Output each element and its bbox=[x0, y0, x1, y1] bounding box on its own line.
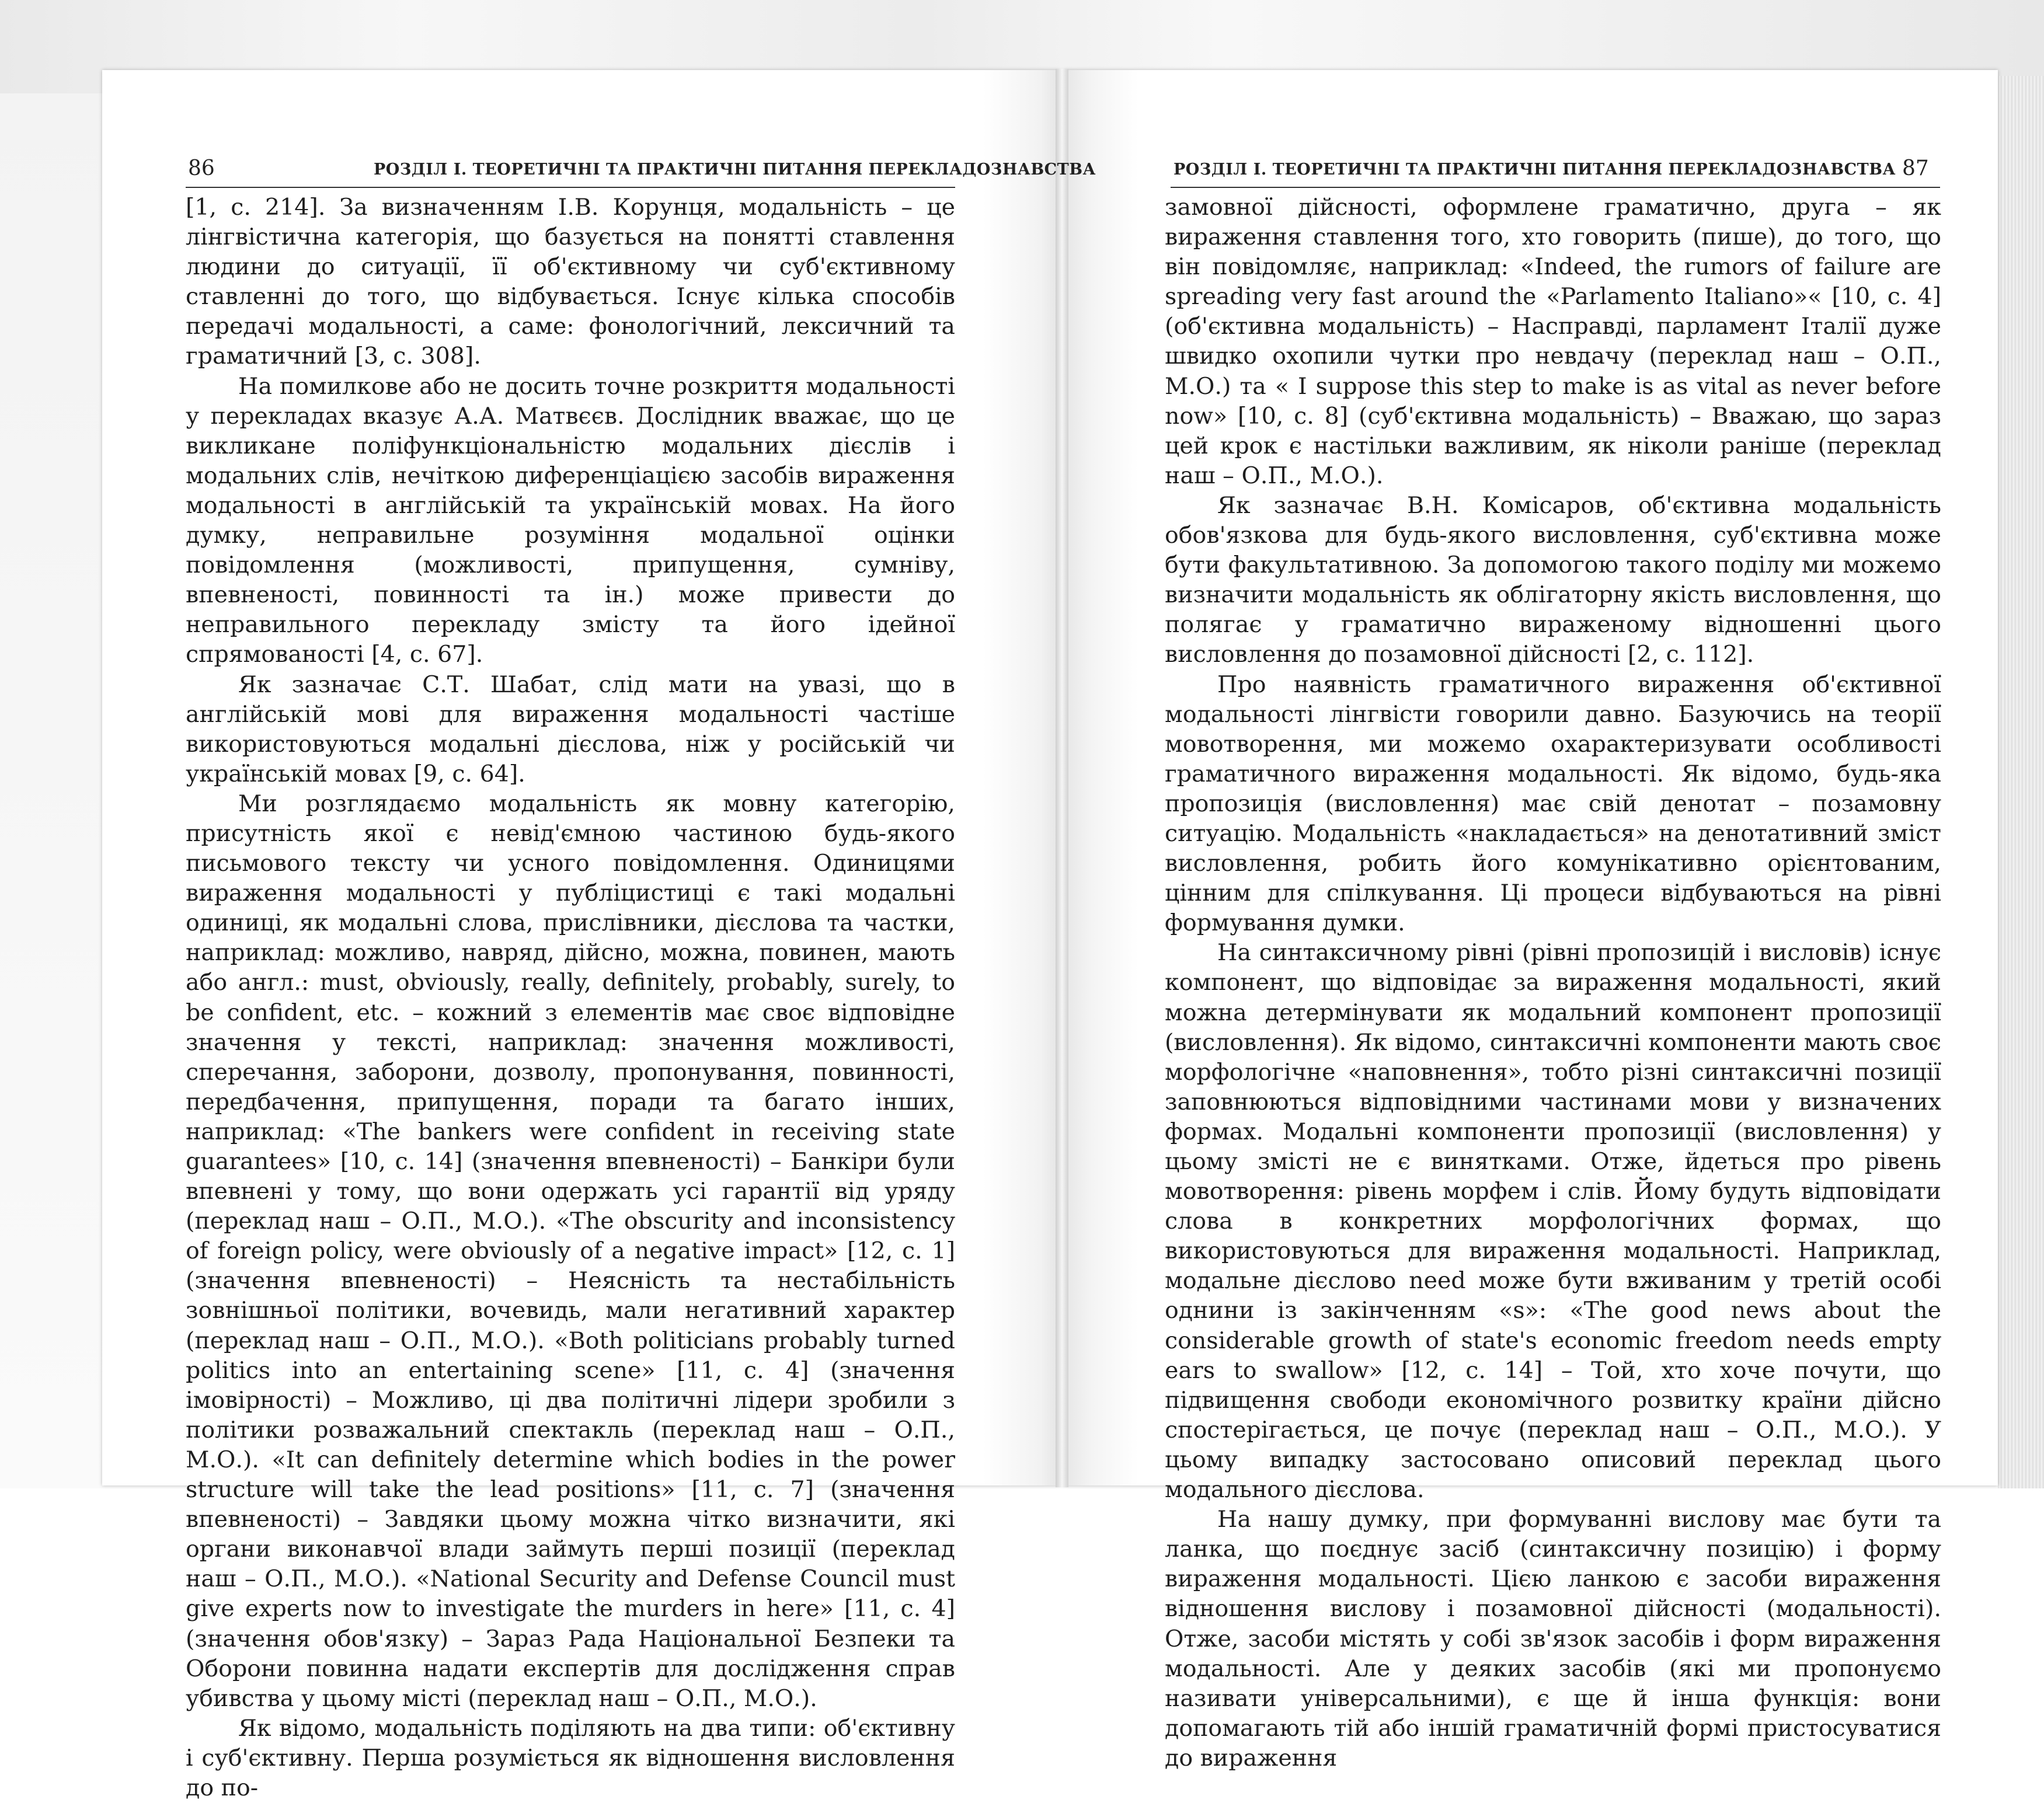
right-paragraph-4: На синтаксичному рівні (рівні пропозицій і висловів) існує компонент, що відповідає за вираження модальності, який можна детермінувати як модальний компонент пропозиції (висловлення). Як відомо, синтаксичні компоненти мають своє морфологічне «наповнення», тобто різні синтаксичні позиції заповнюються відповідними частинами мови у визначених формах. Модальні компоненти пропозиції (висловлення) у цьому змісті не є винятками. Отже, йдеться про рівень мовотворення: рівень морфем і слів. Йому будуть відповідати слова в конкретних морфологічних формах, що використовуються для вираження модальності. Наприклад, модальне дієслово need може бути вживаним у третій особі однини із закінченням «s»: «The good news about the considerable growth of state's economic freedom needs empty ears to swallow» [12, с. 14] – Той, хто хоче почути, що підвищення свободи економічного розвитку країни дійсно спостерігається, це почує (переклад наш – О.П., М.О.). У цьому випадку застосовано описовий переклад цього модального дієслова. bbox=[1165, 939, 1941, 1504]
right-paragraph-5: На нашу думку, при формуванні вислову має бути та ланка, що поєднує засіб (синтаксичну позицію) і форму вираження модальності. Цією ланкою є засоби вираження відношення вислову і позамовної дійсності (модальності). Отже, засоби містять у собі зв'язок засобів і форм вираження модальності. Але у деяких засобів (які ми пропонуємо називати універсальними), є ще й інша функція: вони допомагають тій або іншій граматичній формі пристосуватися до вираження bbox=[1165, 1506, 1941, 1771]
left-paragraph-2: На помилкове або не досить точне розкриття модальності у перекладах вказує А.А. Матвєєв. Дослідник вважає, що це викликане поліфункціональністю модальних дієслів і модальних слів, нечіткою диференціацією засобів вираження модальності в англійській та українській мовах. На його думку, неправильне розуміння модальної оцінки повідомлення (можливості, припущення, сумніву, впевненості, повинності та ін.) може привести до неправильного перекладу змісту та його ідейної спрямованості [4, с. 67]. bbox=[186, 372, 955, 668]
right-header-rule bbox=[1171, 187, 1940, 188]
left-paragraph-4: Ми розглядаємо модальність як мовну категорію, присутність якої є невід'ємною частиною будь-якого письмового тексту чи усного повідомлення. Одиницями вираження модальності у публіцистиці є такі модальні одиниці, як модальні слова, прислівники, дієслова та частки, наприклад: можливо, навряд, дійсно, можна, повинен, мають або англ.: must, obviously, really, definitely, probably, surely, to be confident, etc. – кожний з елементів має своє відповідне значення у тексті, наприклад: значення можливості, сперечання, заборони, дозволу, пропонування, повинності, передбачення, припущення, поради та багато інших, наприклад: «The bankers were confident in receiving state guarantees» [10, с. 14] (значення впевненості) – Банкіри були впевнені у тому, що вони одержать усі гарантії від уряду (переклад наш – О.П., М.О.). «The obscurity and inconsistency of foreign policy, were obviously of a negative impact» [12, с. 1] (значення впевненості) – Неясність та нестабільність зовнішньої політики, вочевидь, мали негативний характер (переклад наш – О.П., М.О.). «Both politicians probably turned politics into an entertaining scene» [11, с. 4] (значення імовірності) – Можливо, ці два політичні лідери зробили з політики розважальний спектакль (переклад наш – О.П., М.О.). «It can definitely determine which bodies in the power structure will take the lead positions» [11, с. 7] (значення впевненості) – Завдяки цьому можна чітко визначити, які органи виконавчої влади займуть перші позиції (переклад наш – О.П., М.О.). «National Security and Defense Council must give experts now to investigate the murders in here» [11, с. 4] (значення обов'язку) – Зараз Рада Національної Безпеки та Оборони повинна надати експертів для дослідження справ убивства у цьому місті (переклад наш – О.П., М.О.). bbox=[186, 790, 955, 1712]
left-page-body bbox=[186, 193, 955, 1803]
right-page-body bbox=[1165, 193, 1941, 1773]
right-paragraph-3: Про наявність граматичного вираження об'єктивної модальності лінгвісти говорили давно. Базуючись на теорії мовотворення, ми можемо охарактеризувати особливості граматичного вираження модальності. Як відомо, будь-яка пропозиція (висловлення) має свій денотат – позамовну ситуацію. Модальність «накладається» на денотативний зміст висловлення, робить його комунікативно орієнтованим, цінним для спілкування. Ці процеси відбуваються на рівні формування думки. bbox=[1165, 671, 1941, 937]
left-paragraph-3: Як зазначає С.Т. Шабат, слід мати на увазі, що в англійській мові для вираження модальності частіше використовуються модальні дієслова, ніж у російській чи українській мовах [9, с. 64]. bbox=[186, 671, 955, 787]
book-gutter bbox=[1056, 69, 1068, 1487]
right-page-number: 87 bbox=[1902, 156, 1929, 180]
right-paragraph-2: Як зазначає В.Н. Комісаров, об'єктивна модальність обов'язкова для будь-якого висловлення, суб'єктивна може бути факультативною. За допомогою такого поділу ми можемо визначити модальність як облігаторну якість висловлення, що полягає у граматично вираженому відношенні цього висловлення до позамовної дійсності [2, с. 112]. bbox=[1165, 491, 1941, 668]
left-paragraph-5: Як відомо, модальність поділяють на два типи: об'єктивну і суб'єктивну. Перша розуміється як відношення висловлення до по- bbox=[186, 1714, 955, 1801]
right-paragraph-1: замовної дійсності, оформлене граматично, друга – як вираження ставлення того, хто говорить (пише), до того, що він повідомляє, наприклад: «Indeed, the rumors of failure are spreading very fast around the «Parlamento Italiano»« [10, с. 4] (об'єктивна модальність) – Насправді, парламент Італії дуже швидко охопили чутки про невдачу (переклад наш – О.П., М.О.) та « I suppose this step to make is as vital as never before now» [10, с. 8] (суб'єктивна модальність) – Вважаю, що зараз цей крок є настільки важливим, як ніколи раніше (переклад наш – О.П., М.О.). bbox=[1165, 194, 1941, 489]
right-running-header: РОЗДІЛ І. ТЕОРЕТИЧНІ ТА ПРАКТИЧНІ ПИТАННЯ ПЕРЕКЛАДОЗНАВСТВА bbox=[1174, 161, 1896, 179]
left-page-number: 86 bbox=[188, 156, 215, 180]
left-paragraph-1: [1, с. 214]. За визначенням І.В. Корунця, модальність – це лінгвістична категорія, що базується на понятті ставлення людини до ситуації, її об'єктивному чи суб'єктивному ставленні до того, що відбувається. Існує кілька способів передачі модальності, а саме: фонологічний, лексичний та граматичний [3, с. 308]. bbox=[186, 194, 955, 370]
page-edges bbox=[1998, 76, 2044, 1488]
left-running-header: РОЗДІЛ І. ТЕОРЕТИЧНІ ТА ПРАКТИЧНІ ПИТАННЯ ПЕРЕКЛАДОЗНАВСТВА bbox=[374, 161, 1096, 179]
left-header-rule bbox=[186, 187, 955, 188]
